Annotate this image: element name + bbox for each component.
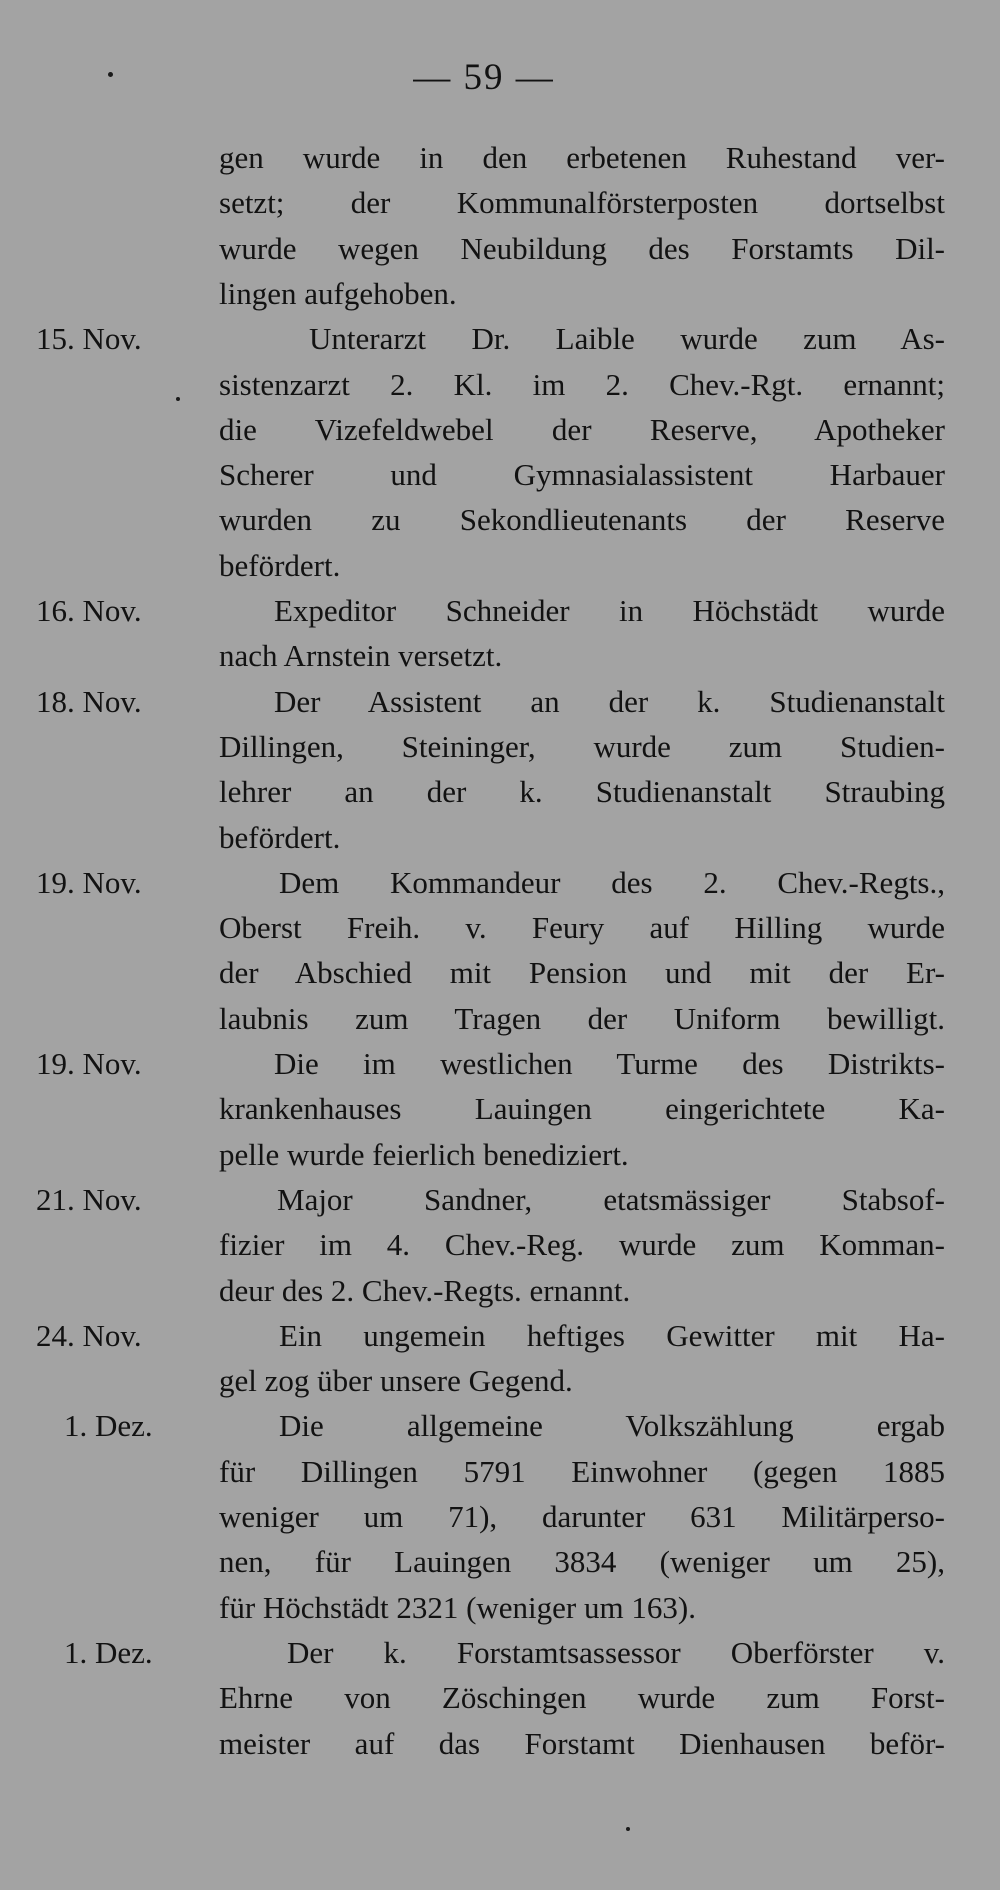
text-line: fizier im 4. Chev.-Reg. wurde zum Komman- [219,1227,945,1262]
text-line: Ein ungemein heftiges Gewitter mit Ha- [279,1318,945,1353]
text-line: der Abschied mit Pension und mit der Er- [219,955,945,990]
text-line: Ehrne von Zöschingen wurde zum Forst- [219,1680,945,1715]
text-line: für Dillingen 5791 Einwohner (gegen 1885 [219,1454,945,1489]
entry-date: 15. Nov. [36,321,142,356]
entry-date: 24. Nov. [36,1318,142,1353]
page-number: — 59 — [413,57,555,98]
text-line: wurden zu Sekondlieutenants der Reserve [219,502,945,537]
text-line: sistenzarzt 2. Kl. im 2. Chev.-Rgt. ernannt; [219,367,945,402]
text-line: lehrer an der k. Studienanstalt Straubing [219,774,945,809]
entry-date: 19. Nov. [36,865,142,900]
text-line: weniger um 71), darunter 631 Militärperso- [219,1499,945,1534]
text-line: pelle wurde feierlich benediziert. [219,1137,629,1172]
entry-date: 1. Dez. [64,1635,153,1670]
text-line: krankenhauses Lauingen eingerichtete Ka- [219,1091,945,1126]
speck-mark [176,397,180,401]
entry-date: 21. Nov. [36,1182,142,1217]
entry-date: 1. Dez. [64,1408,153,1443]
text-line: befördert. [219,820,341,855]
text-line: Die im westlichen Turme des Distrikts- [274,1046,945,1081]
text-line: wurde wegen Neubildung des Forstamts Dil- [219,231,945,266]
speck-mark [108,72,113,77]
text-line: nen, für Lauingen 3834 (weniger um 25), [219,1544,945,1579]
text-line: Der k. Forstamtsassessor Oberförster v. [287,1635,945,1670]
text-line: laubnis zum Tragen der Uniform bewilligt. [219,1001,945,1036]
entry-date: 18. Nov. [36,684,142,719]
text-line: Der Assistent an der k. Studienanstalt [274,684,945,719]
text-line: nach Arnstein versetzt. [219,638,503,673]
text-line: Scherer und Gymnasialassistent Harbauer [219,457,945,492]
entry-date: 19. Nov. [36,1046,142,1081]
text-line: Dillingen, Steininger, wurde zum Studien- [219,729,945,764]
text-line: Oberst Freih. v. Feury auf Hilling wurde [219,910,945,945]
text-line: Major Sandner, etatsmässiger Stabsof- [277,1182,945,1217]
entry-date: 16. Nov. [36,593,142,628]
text-line: Die allgemeine Volkszählung ergab [279,1408,945,1443]
text-line: Expeditor Schneider in Höchstädt wurde [274,593,945,628]
text-line: für Höchstädt 2321 (weniger um 163). [219,1590,696,1625]
text-line: deur des 2. Chev.-Regts. ernannt. [219,1273,631,1308]
text-line: gel zog über unsere Gegend. [219,1363,573,1398]
text-line: gen wurde in den erbetenen Ruhestand ver- [219,140,945,175]
speck-mark [626,1827,630,1831]
text-line: setzt; der Kommunalförsterposten dortselbst [219,185,945,220]
text-line: befördert. [219,548,341,583]
text-line: Dem Kommandeur des 2. Chev.-Regts., [279,865,945,900]
text-line: Unterarzt Dr. Laible wurde zum As- [309,321,945,356]
text-line: die Vizefeldwebel der Reserve, Apotheker [219,412,945,447]
text-line: lingen aufgehoben. [219,276,457,311]
text-line: meister auf das Forstamt Dienhausen beför- [219,1726,945,1761]
